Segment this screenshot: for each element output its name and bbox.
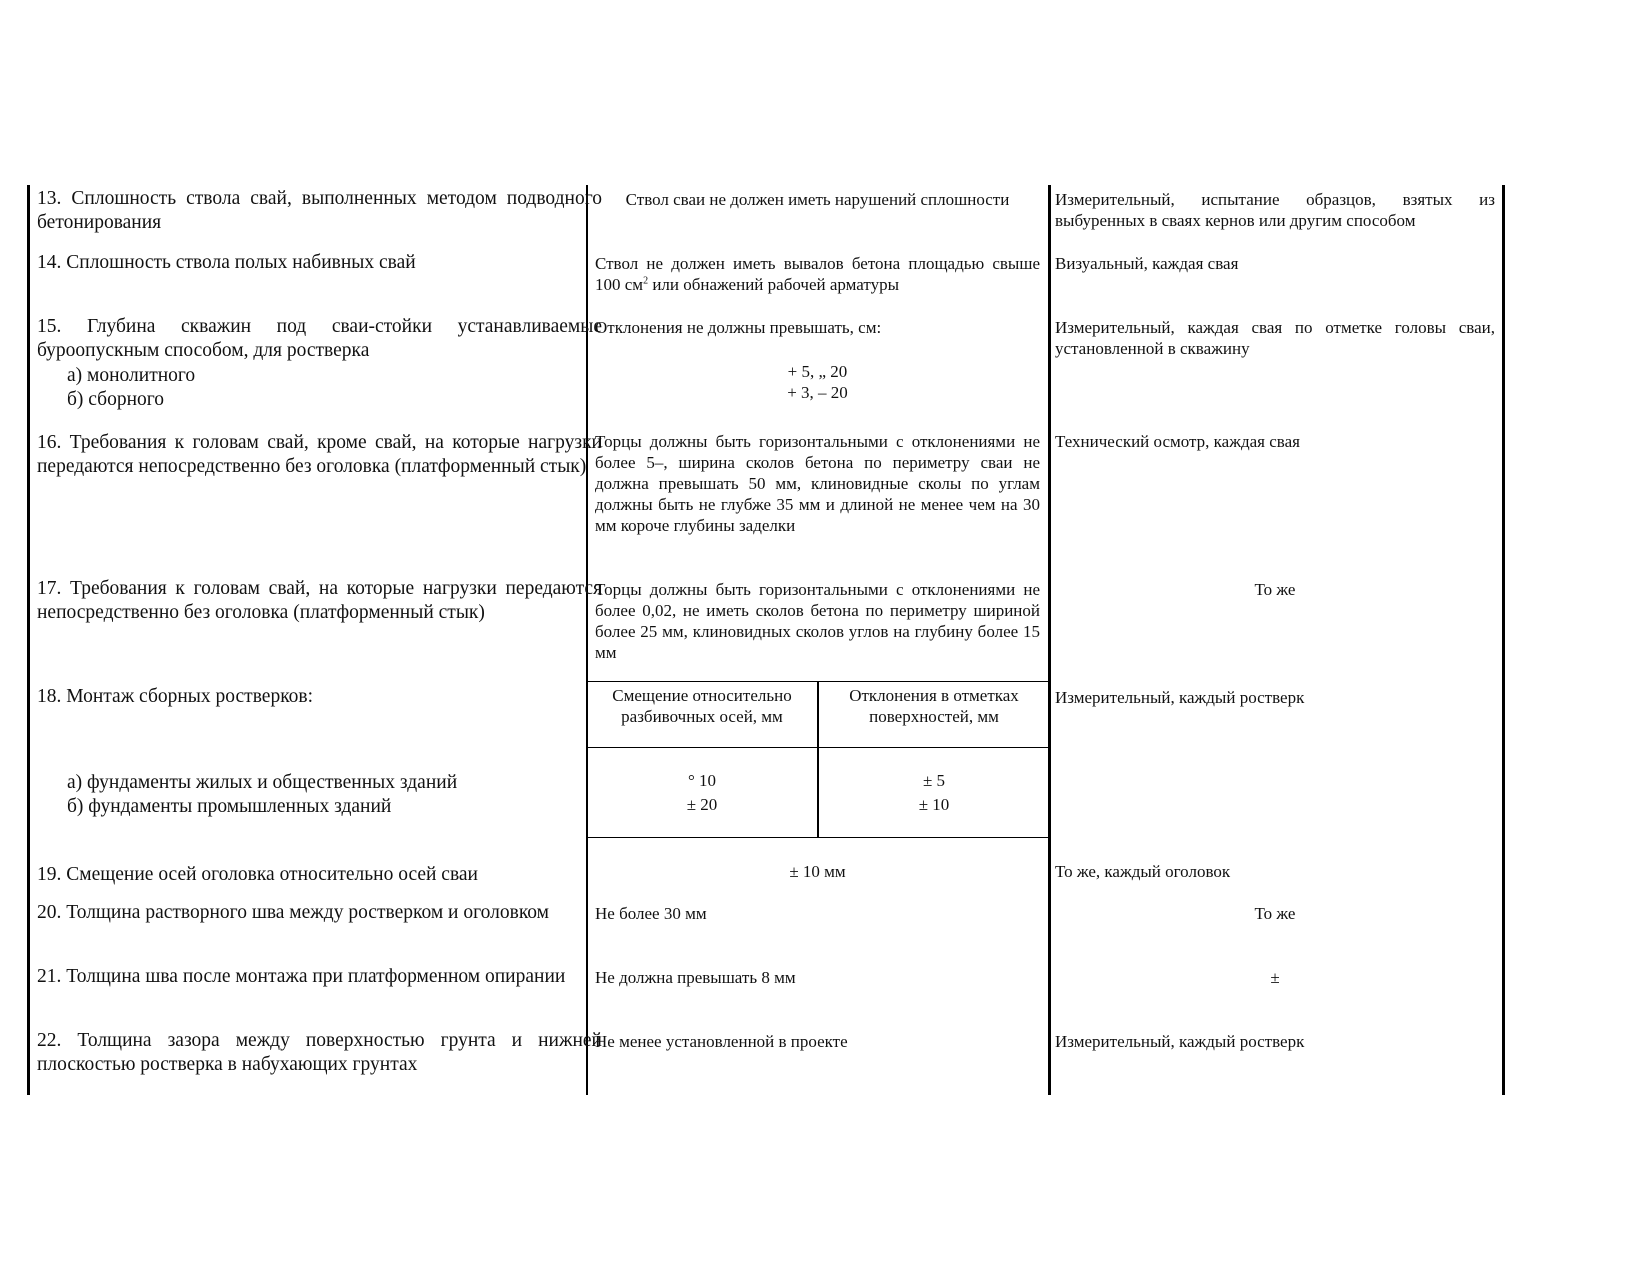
row-18-parameter: 18. Монтаж сборных ростверков: xyxy=(37,686,314,707)
row-19-parameter: 19. Смещение осей оголовка относительно осей сваи xyxy=(37,864,478,885)
row-16-parameter: 16. Требования к головам свай, кроме свай, на которые нагрузки передаются непосредственно без оголовка (платформенный стык) xyxy=(37,432,602,477)
table-row xyxy=(37,685,602,709)
subtable-divider xyxy=(817,681,819,838)
row-22-control: Измерительный, каждый ростверк xyxy=(1055,1032,1305,1051)
table-row xyxy=(37,863,602,887)
row-21-requirement: Не должна превышать 8 мм xyxy=(595,968,796,987)
row-17-parameter: 17. Требования к головам свай, на которые нагрузки передаются непосредственно без оголовка (платформенный стык) xyxy=(37,578,602,623)
table-row xyxy=(37,1029,602,1077)
row-14-control: Визуальный, каждая свая xyxy=(1055,254,1239,273)
row-13-control: Измерительный, испытание образцов, взятых из выбуренных в сваях кернов или другим способом xyxy=(1055,190,1495,230)
row-14-parameter: 14. Сплошность ствола полых набивных свай xyxy=(37,252,416,273)
table-left-border xyxy=(27,185,30,1095)
row-19-control: То же, каждый оголовок xyxy=(1055,862,1231,881)
table-right-border xyxy=(1502,185,1505,1095)
row-18-sub-a: а) фундаменты жилых и общественных зданий xyxy=(67,772,458,793)
row-17-requirement: Торцы должны быть горизонтальными с отклонениями не более 0,02, не иметь сколов бетона по периметру шириной более 25 мм, клиновидных сколов углов на глубину более 15 мм xyxy=(595,580,1040,662)
row-15-value-b: + 3, – 20 xyxy=(787,383,848,402)
row-13-requirement: Ствол сваи не должен иметь нарушений сплошности xyxy=(625,190,1010,209)
row-13-parameter: 13. Сплошность ствола свай, выполненных методом подводного бетонирования xyxy=(37,188,602,233)
row-18-shift-a: ° 10 xyxy=(687,771,717,790)
column-divider-2 xyxy=(1048,185,1051,1095)
row-15-sub-b: б) сборного xyxy=(67,389,165,410)
row-18-sub-b: б) фундаменты промышленных зданий xyxy=(67,796,392,817)
table-row xyxy=(37,577,602,625)
row-15-requirement: Отклонения не должны превышать, см: xyxy=(595,318,882,337)
tolerance-table xyxy=(27,185,1505,1095)
row-18-deviation-a: ± 5 xyxy=(922,771,946,790)
row-21-parameter: 21. Толщина шва после монтажа при платформенном опирании xyxy=(37,966,566,987)
row-18-deviation-b: ± 10 xyxy=(918,795,950,814)
row-21-control: ± xyxy=(1270,968,1280,987)
row-15-parameter: 15. Глубина скважин под сваи-стойки устанавливаемые буроопускным способом, для ростверка xyxy=(37,316,602,361)
row-20-control: То же xyxy=(1254,904,1296,923)
row-22-requirement: Не менее установленной в проекте xyxy=(595,1032,848,1051)
row-14-requirement: Ствол не должен иметь вывалов бетона площадью свыше 100 $см^2$ или обнажений рабочей арматуры xyxy=(595,254,1040,294)
row-16-requirement: Торцы должны быть горизонтальными с отклонениями не более 5–, ширина сколов бетона по периметру сваи не должна превышать 50 мм, клиновидные сколы по углам должны быть не глубже 35 мм и длиной не менее чем на 30 мм короче глубины заделки xyxy=(595,432,1040,535)
row-18-header-deviation: Отклонения в отметках поверхностей, мм xyxy=(849,686,1019,726)
row-15-control: Измерительный, каждая свая по отметке головы сваи, установленной в скважину xyxy=(1055,318,1495,358)
row-18-header-shift: Смещение относительно разбивочных осей, мм xyxy=(612,686,792,726)
table-row xyxy=(37,251,602,275)
row-20-requirement: Не более 30 мм xyxy=(595,904,707,923)
row-20-parameter: 20. Толщина растворного шва между ростверком и оголовком xyxy=(37,902,550,923)
table-row xyxy=(37,965,602,989)
row-15-sub-a: а) монолитного xyxy=(67,365,196,386)
row-18-control: Измерительный, каждый ростверк xyxy=(1055,688,1305,707)
row-22-parameter: 22. Толщина зазора между поверхностью грунта и нижней плоскостью ростверка в набухающих грунтах xyxy=(37,1030,602,1075)
row-19-requirement: ± 10 мм xyxy=(789,862,846,881)
table-row xyxy=(37,187,602,235)
row-16-control: Технический осмотр, каждая свая xyxy=(1055,432,1300,451)
row-18-shift-b: ± 20 xyxy=(686,795,718,814)
row-17-control: То же xyxy=(1254,580,1296,599)
table-row xyxy=(37,901,602,925)
row-15-value-a: + 5, „ 20 xyxy=(787,362,848,381)
table-row xyxy=(37,315,602,363)
table-row xyxy=(37,431,602,479)
